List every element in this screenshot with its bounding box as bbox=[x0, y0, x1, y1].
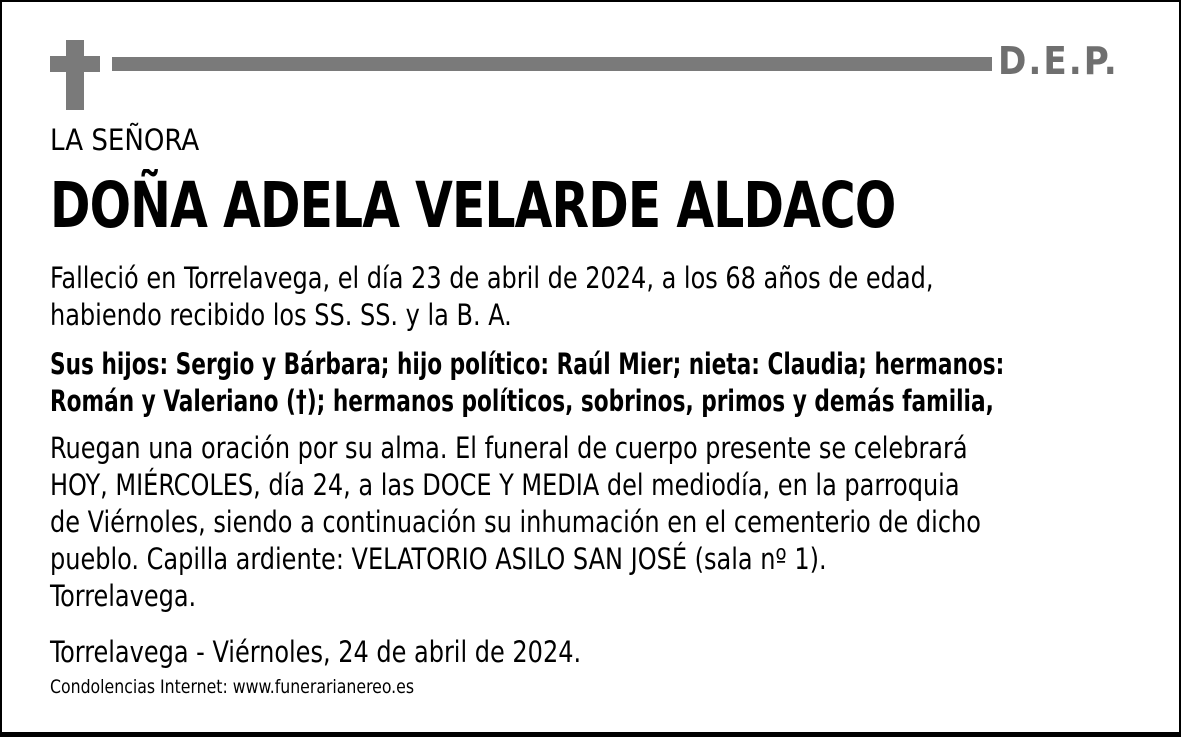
death-notice-line: Falleció en Torrelavega, el día 23 de abril de 2024, a los 68 años de edad, bbox=[50, 261, 934, 295]
funeral-line: HOY, MIÉRCOLES, día 24, a las DOCE Y MEDIA del mediodía, en la parroquia bbox=[50, 468, 960, 502]
condolences-link-text: Condolencias Internet: www.funerarianereo.es bbox=[50, 676, 415, 698]
funeral-line: Ruegan una oración por su alma. El funeral de cuerpo presente se celebrará bbox=[50, 431, 968, 465]
funeral-line: Torrelavega. bbox=[50, 579, 197, 613]
cross-icon bbox=[50, 40, 100, 110]
family-line: Sus hijos: Sergio y Bárbara; hijo político: Raúl Mier; nieta: Claudia; hermanos: bbox=[50, 347, 1005, 381]
family-line: Román y Valeriano (†); hermanos políticos, sobrinos, primos y demás familia, bbox=[50, 384, 994, 418]
death-notice-line: habiendo recibido los SS. SS. y la B. A. bbox=[50, 298, 512, 332]
place-date: Torrelavega - Viérnoles, 24 de abril de 2024. bbox=[50, 635, 582, 669]
intro-label: LA SEÑORA bbox=[50, 123, 200, 157]
funeral-line: pueblo. Capilla ardiente: VELATORIO ASILO SAN JOSÉ (sala nº 1). bbox=[50, 542, 827, 576]
dep-label: D.E.P. bbox=[998, 39, 1119, 83]
death-notice bbox=[50, 260, 934, 334]
deceased-name: DOÑA ADELA VELARDE ALDACO bbox=[50, 169, 896, 242]
header-rule bbox=[112, 57, 992, 71]
funeral-details bbox=[50, 430, 981, 615]
funeral-line: de Viérnoles, siendo a continuación su inhumación en el cementerio de dicho bbox=[50, 505, 981, 539]
family-list bbox=[50, 346, 1004, 420]
